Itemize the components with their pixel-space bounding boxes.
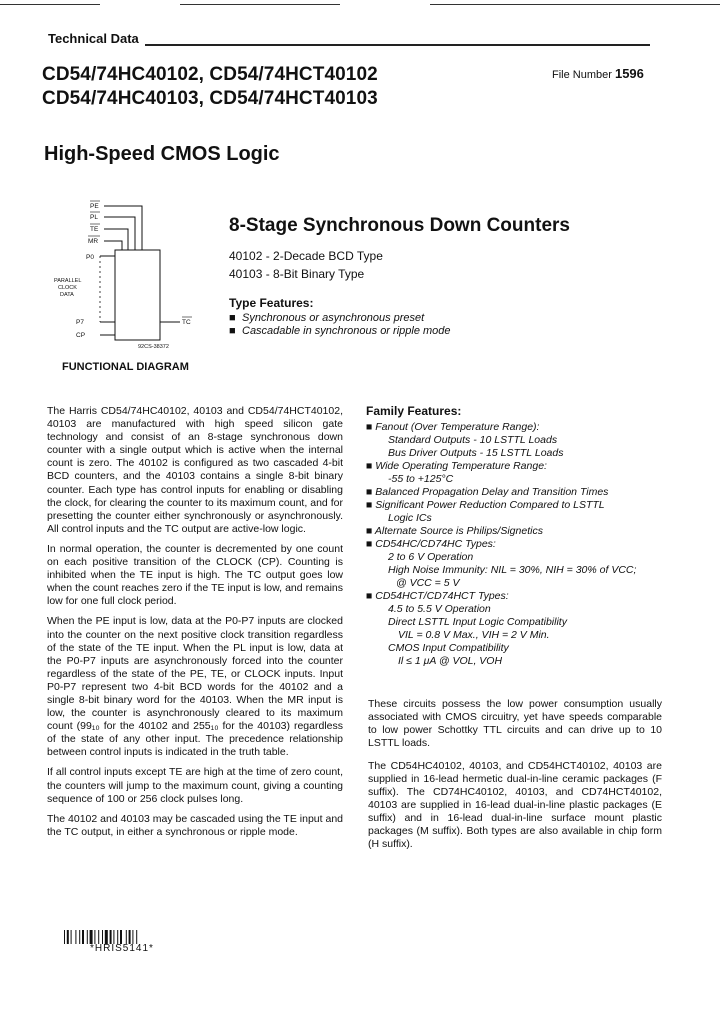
family-features-heading: Family Features: [366, 404, 462, 418]
headline: High-Speed CMOS Logic [44, 143, 280, 165]
barcode-text: *HRIS5141* [90, 943, 154, 954]
top-rule-3 [430, 4, 720, 5]
feature-line: High Noise Immunity: NIL = 30%, NIH = 30% of VCC; [388, 564, 637, 576]
top-rule-2 [180, 4, 340, 5]
control-lines [104, 206, 142, 250]
top-rule-1 [0, 4, 100, 5]
subtitle: 8-Stage Synchronous Down Counters [229, 215, 570, 236]
type-feature-item: ■ Synchronous or asynchronous preset [229, 312, 425, 324]
paragraph: In normal operation, the counter is decremented by one count on each positive transition of the CLOCK (CP). Counting is inhibited when the TE input is high. The TC output goes low when the count reaches zero if the TE input is low, and remains low for one full clock period. [47, 542, 343, 608]
paragraph: If all control inputs except TE are high at the time of zero count, the counters will jump to the maximum count, giving a counting sequence of 100 or 256 clock pulses long. [47, 766, 343, 805]
title-line-2: CD54/74HC40103, CD54/74HCT40103 [42, 88, 378, 109]
pin-pe: PE [90, 203, 99, 210]
paragraph: These circuits possess the low power consumption usually associated with CMOS circuitry, yet have speeds comparable to low power Schottky TTL circuits and can drive up to 10 LSTTL loads. [368, 698, 662, 749]
feature-line: VIL = 0.8 V Max., VIH = 2 V Min. [398, 629, 550, 641]
type-features-heading: Type Features: [229, 296, 314, 310]
family-features-list [366, 421, 666, 668]
feature-line: Direct LSTTL Input Logic Compatibility [388, 616, 567, 628]
barcode [64, 930, 172, 944]
pin-pl: PL [90, 214, 98, 221]
title-line-1: CD54/74HC40102, CD54/74HCT40102 [42, 64, 378, 85]
header-rule [145, 44, 650, 46]
feature-line: ■ CD54HC/CD74HC Types: [366, 538, 496, 550]
pin-mr: MR [88, 238, 99, 245]
feature-line: 4.5 to 5.5 V Operation [388, 603, 491, 615]
paragraph: The 40102 and 40103 may be cascaded using the TE input and the TC output, in either a synchronous or ripple mode. [47, 812, 343, 838]
type-40103: 40103 - 8-Bit Binary Type [229, 267, 365, 281]
type-feature-item: ■ Cascadable in synchronous or ripple mode [229, 325, 451, 337]
io-lines [100, 256, 180, 335]
paragraph: When the PE input is low, data at the P0-P7 inputs are clocked into the counter on the next positive clock transition regardless of the state of the TE input. When the PL input is low, data at the P0-P7 inputs are asynchronously forced into the counter regardless of the state of the PE, TE, or CLOCK inputs. Input P0-P7 represent two 4-bit BCD words for the 40102 and a single 8-bit binary word for the 40103. When the MR input is low, the counter is asynchronously cleared to its maximum count (99₁₀ for the 40102 and 255₁₀ for the 40103) regardless of the state of any other input. The precedence relationship between control inputs is indicated in the truth table. [47, 615, 343, 759]
feature-line: ■ CD54HCT/CD74HCT Types: [366, 590, 509, 602]
pin-te: TE [90, 226, 99, 233]
type-40102: 40102 - 2-Decade BCD Type [229, 249, 383, 263]
pin-tc: TC [182, 319, 191, 326]
file-number: File Number 1596 [552, 66, 644, 81]
feature-line: Logic ICs [388, 512, 432, 524]
feature-line: ■ Fanout (Over Temperature Range): [366, 421, 540, 433]
counter-block [115, 250, 160, 340]
pin-p7: P7 [76, 319, 84, 326]
feature-line: ■ Wide Operating Temperature Range: [366, 460, 547, 472]
feature-line: 2 to 6 V Operation [388, 551, 474, 563]
feature-line: ■ Alternate Source is Philips/Signetics [366, 525, 543, 537]
paragraph: The Harris CD54/74HC40102, 40103 and CD54/74HCT40102, 40103 are manufactured with high speed silicon gate technology and consist of an 8-stage synchronous down counter with a single output which is active when the internal count is zero. The 40102 is configured as two cascaded 4-bit BCD counters, and the 40103 contains a single 8-bit binary counter. Each type has control inputs for enabling or disabling the clock, for clearing the counter to its maximum count, and for presetting the counter either synchronously or asynchronously. All control inputs and the TC output are active-low logic. [47, 405, 343, 535]
feature-line: -55 to +125°C [388, 473, 454, 485]
functional-diagram [42, 190, 212, 350]
package-info-column [368, 698, 662, 861]
paragraph: The CD54HC40102, 40103, and CD54HCT40102, 40103 are supplied in 16-lead hermetic dual-in-line ceramic packages (F suffix). The CD74HC40102, 40103, and CD74HCT40102, 40103 are supplied in 16-lead dual-in-line plastic packages (E suffix) and in 16-lead dual-in-line surface mount plastic packages (M suffix). Both types are also available in chip form (H suffix). [368, 760, 662, 850]
description-column [47, 405, 343, 846]
feature-line: Il ≤ 1 μA @ VOL, VOH [398, 655, 503, 667]
side-label-3: DATA [60, 292, 74, 298]
side-label-2: CLOCK [58, 285, 77, 291]
feature-line: ■ Significant Power Reduction Compared to LSTTL [366, 499, 605, 511]
feature-line: ■ Balanced Propagation Delay and Transition Times [366, 486, 609, 498]
diagram-caption: FUNCTIONAL DIAGRAM [62, 361, 189, 373]
section-label: Technical Data [48, 31, 139, 46]
feature-line: @ VCC = 5 V [396, 577, 460, 589]
feature-line: Standard Outputs - 10 LSTTL Loads [388, 434, 558, 446]
pin-cp: CP [76, 332, 86, 339]
feature-line: Bus Driver Outputs - 15 LSTTL Loads [388, 447, 564, 459]
pin-p0: P0 [86, 254, 94, 261]
side-label-1: PARALLEL [54, 278, 82, 284]
feature-line: CMOS Input Compatibility [388, 642, 509, 654]
diagram-code: 92CS-38372 [138, 344, 169, 350]
